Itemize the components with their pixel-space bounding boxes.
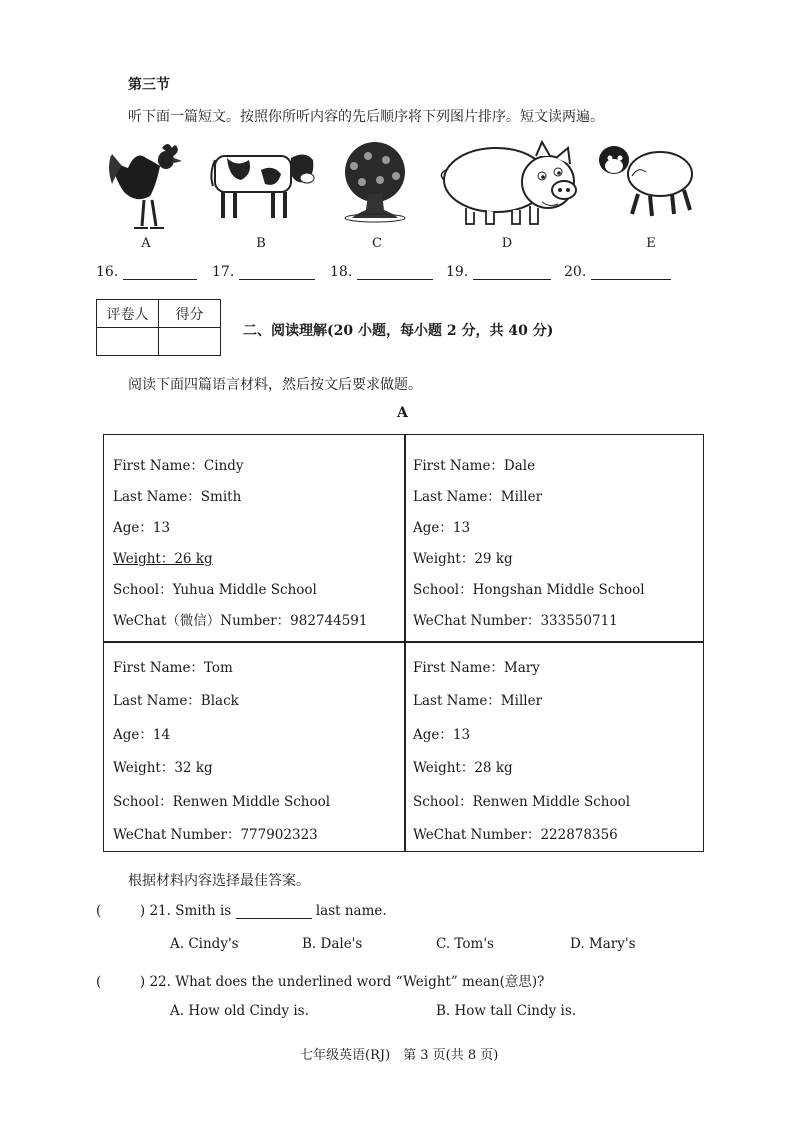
score-cell[interactable] xyxy=(159,328,221,356)
card-line: Weight：28 kg xyxy=(413,760,513,776)
card-line: Weight：29 kg xyxy=(413,551,513,567)
card-line: Last Name：Miller xyxy=(413,489,543,505)
part-title: 二、阅读理解(20 小题，每小题 2 分，共 40 分) xyxy=(243,323,554,339)
picture-label-a: A xyxy=(141,236,151,251)
answer-blank-17[interactable]: 17. xyxy=(212,264,315,280)
card-line: First Name：Cindy xyxy=(113,458,244,474)
grader-cell[interactable] xyxy=(97,328,159,356)
card-line: Weight：32 kg xyxy=(113,760,213,776)
question-21-stem: 21. Smith is xyxy=(149,903,232,919)
card-line: WeChat Number：333550711 xyxy=(413,613,618,629)
cow-icon xyxy=(207,144,317,224)
q22-option-b[interactable]: B. How tall Cindy is. xyxy=(436,1003,577,1019)
q22-option-a[interactable]: A. How old Cindy is. xyxy=(170,1003,309,1019)
card-line: WeChat Number：777902323 xyxy=(113,827,318,843)
picture-label-d: D xyxy=(501,236,513,251)
card-line: WeChat Number：222878356 xyxy=(413,827,618,843)
q21-option-c[interactable]: C. Tom's xyxy=(436,936,494,952)
section-title: 第三节 xyxy=(128,77,170,93)
score-header: 得分 xyxy=(159,300,221,328)
question-21 xyxy=(96,903,387,919)
card-line: Last Name：Miller xyxy=(413,693,543,709)
answer-paren-open: ( xyxy=(96,974,102,990)
card-line: First Name：Mary xyxy=(413,660,540,676)
section-instruction: 听下面一篇短文。按照你所听内容的先后顺序将下列图片排序。短文读两遍。 xyxy=(128,109,604,125)
page-footer: 七年级英语(RJ) 第 3 页(共 8 页) xyxy=(300,1048,499,1063)
card-line: WeChat（微信）Number：982744591 xyxy=(113,613,368,629)
picture-label-c: C xyxy=(372,236,382,251)
question-22 xyxy=(96,970,544,990)
card-line: School：Renwen Middle School xyxy=(113,794,331,810)
picture-label-e: E xyxy=(646,236,656,251)
question-22-stem: 22. What does the underlined word “Weight” mean(意思)? xyxy=(149,974,545,990)
card-line-weight-underlined: Weight：26 kg xyxy=(113,551,213,567)
profile-grid xyxy=(103,434,704,852)
card-line: School：Hongshan Middle School xyxy=(413,582,645,598)
card-line: Age：13 xyxy=(113,520,171,536)
answer-blank-20[interactable]: 20. xyxy=(564,264,671,280)
q21-option-a[interactable]: A. Cindy's xyxy=(170,936,239,952)
card-line: First Name：Dale xyxy=(413,458,536,474)
rooster-icon xyxy=(104,140,188,232)
card-line: School：Yuhua Middle School xyxy=(113,582,317,598)
score-table xyxy=(96,299,221,356)
card-line: School：Renwen Middle School xyxy=(413,794,631,810)
answer-blank-16[interactable]: 16. xyxy=(96,264,197,280)
pig-icon xyxy=(436,136,582,230)
grid-divider-horizontal xyxy=(104,641,703,643)
grader-header: 评卷人 xyxy=(97,300,159,328)
card-line: Last Name：Smith xyxy=(113,489,242,505)
part-instruction: 阅读下面四篇语言材料，然后按文后要求做题。 xyxy=(128,377,422,393)
card-line: First Name：Tom xyxy=(113,660,233,676)
answer-paren-close: ) xyxy=(139,903,146,919)
answer-blank-18[interactable]: 18. xyxy=(330,264,433,280)
q21-option-b[interactable]: B. Dale's xyxy=(302,936,363,952)
passage-letter: A xyxy=(397,405,408,421)
picture-label-b: B xyxy=(256,236,266,251)
sheep-icon xyxy=(596,136,698,220)
answer-paren-open: ( xyxy=(96,903,102,919)
answer-paren-close: ) xyxy=(139,974,146,990)
tree-icon xyxy=(334,140,416,224)
grid-divider-vertical xyxy=(404,435,406,851)
card-line: Age：13 xyxy=(413,727,471,743)
card-line: Age：14 xyxy=(113,727,171,743)
card-line: Last Name：Black xyxy=(113,693,239,709)
question-instruction: 根据材料内容选择最佳答案。 xyxy=(128,873,310,889)
q21-option-d[interactable]: D. Mary's xyxy=(570,936,636,952)
question-21-blank xyxy=(236,904,312,919)
question-21-stem-end: last name. xyxy=(315,903,387,919)
card-line: Age：13 xyxy=(413,520,471,536)
answer-blank-19[interactable]: 19. xyxy=(446,264,551,280)
